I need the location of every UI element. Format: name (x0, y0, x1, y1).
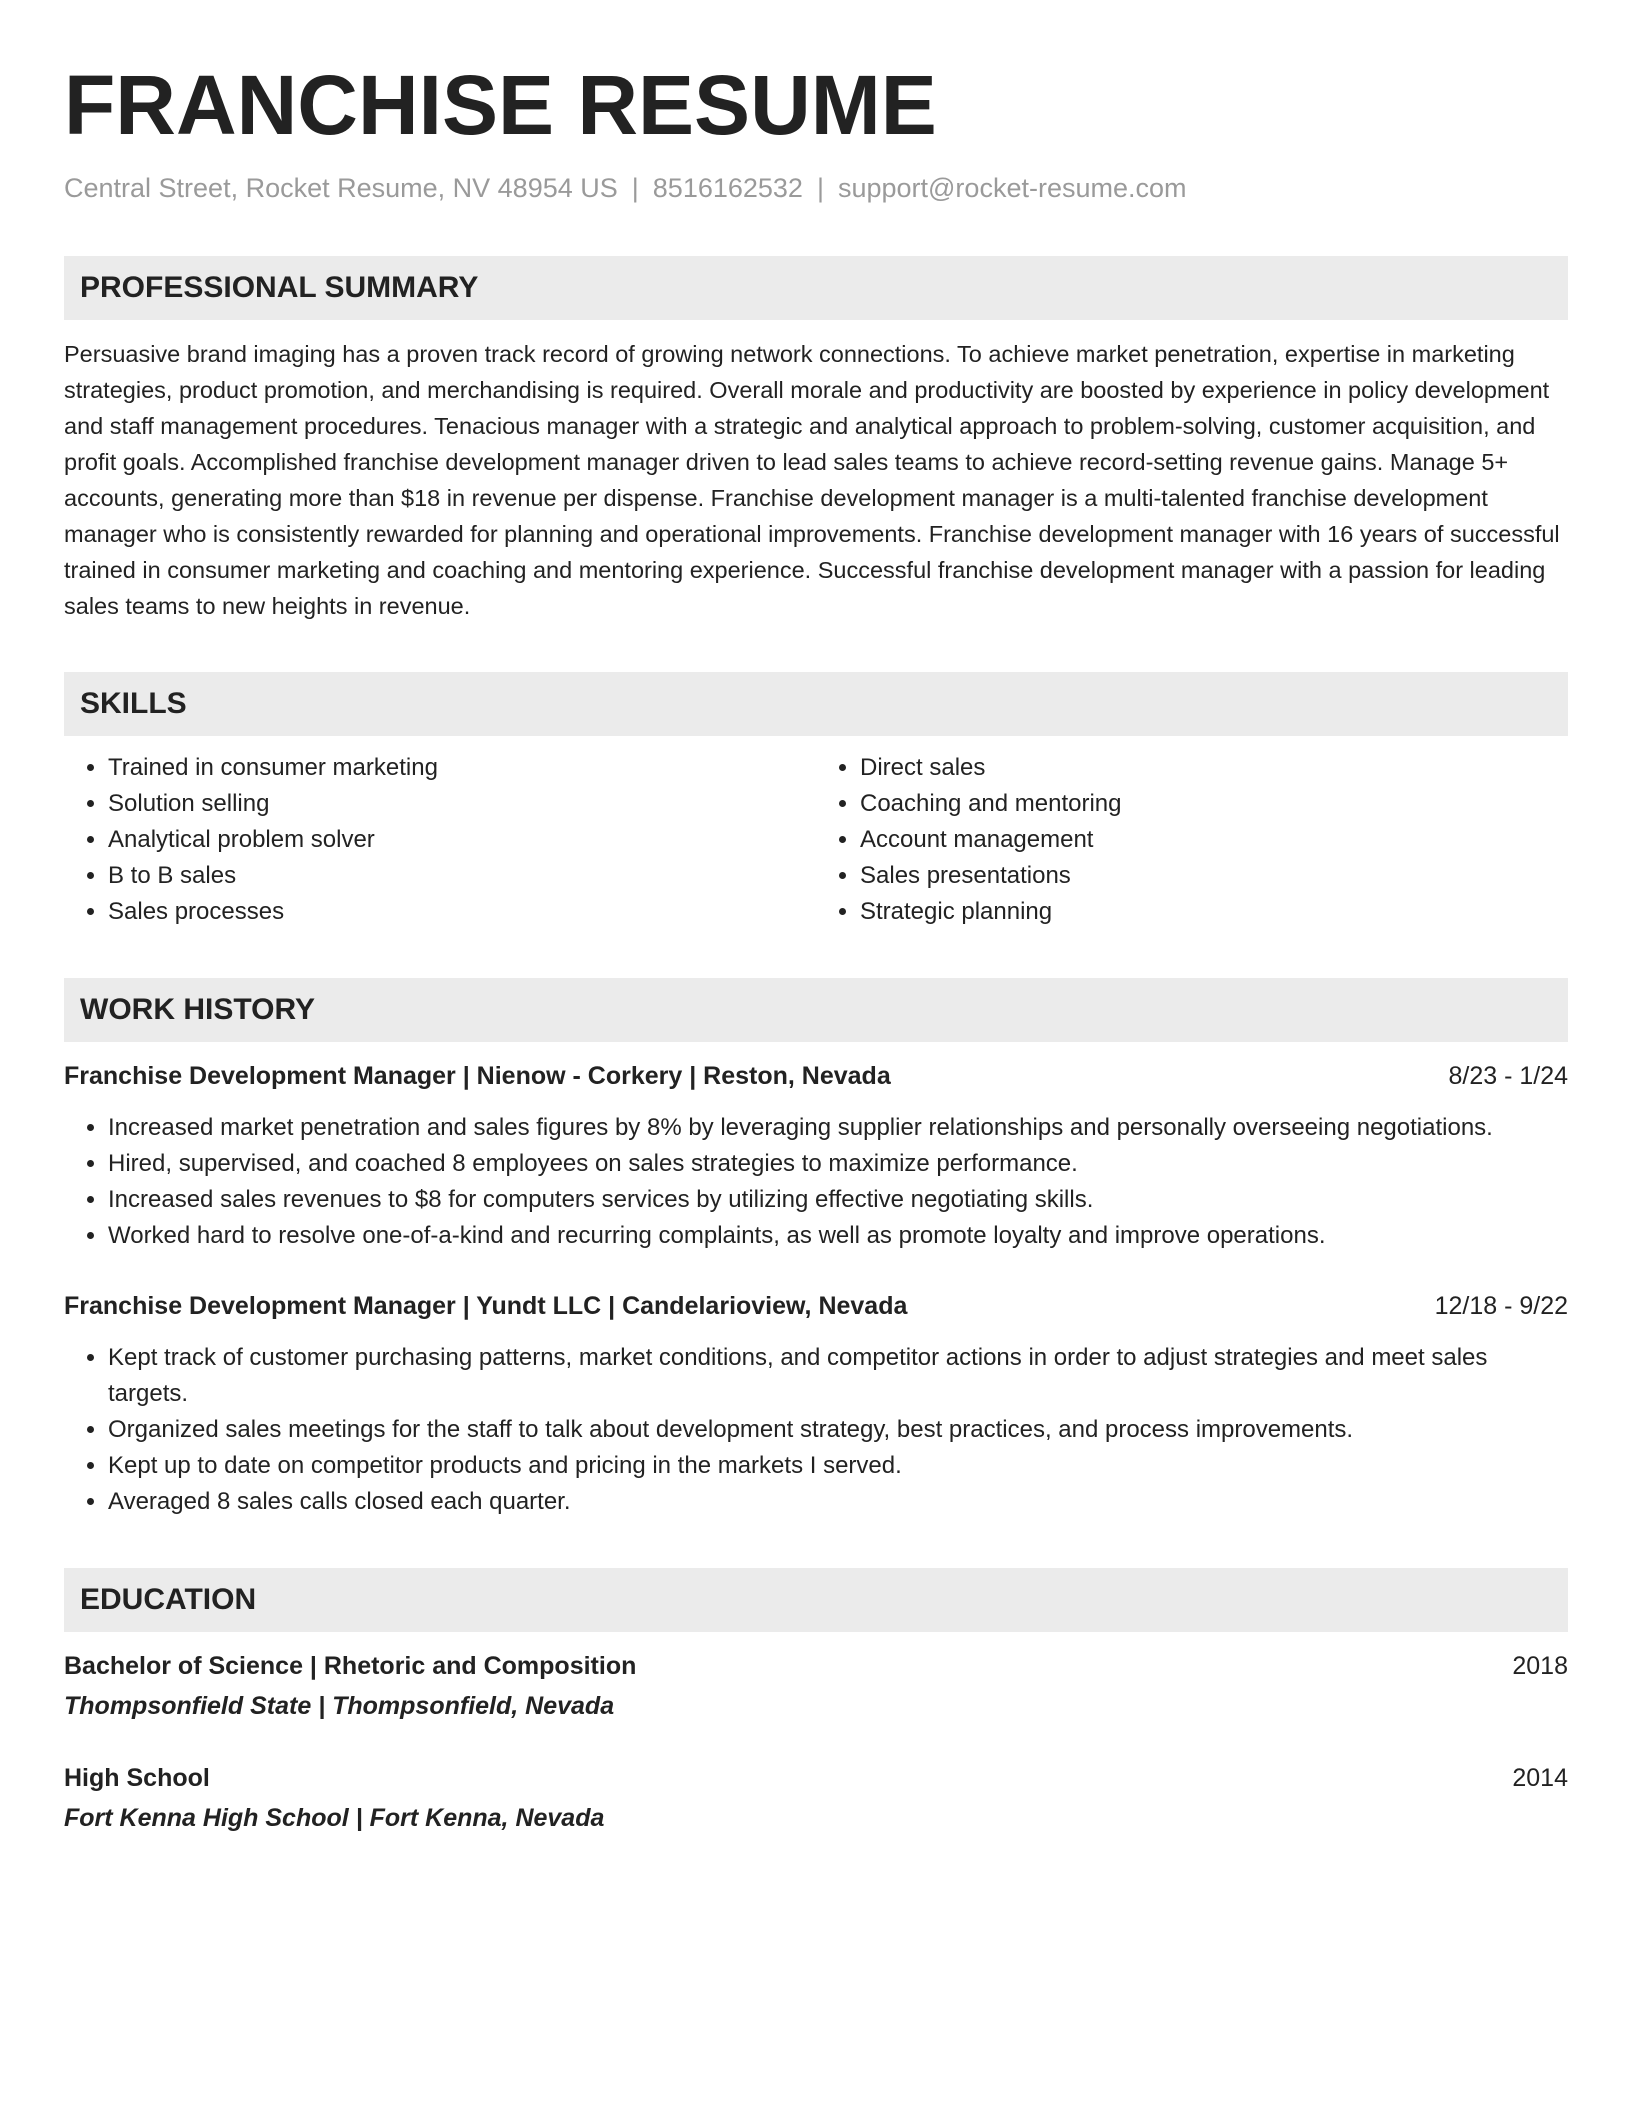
skill-item: • Sales presentations (860, 858, 1568, 894)
education-school: Thompsonfield State | Thompsonfield, Nevada (64, 1692, 615, 1720)
job-title: Franchise Development Manager | Yundt LLC | Candelarioview, Nevada (64, 1292, 908, 1320)
education-entry (64, 1648, 1568, 1724)
education-entry (64, 1760, 1568, 1836)
education-degree: High School (64, 1764, 210, 1792)
skill-item: • Coaching and mentoring (860, 786, 1568, 822)
job-bullet: • Kept track of customer purchasing patterns, market conditions, and competitor actions in order to adjust strategies and meet sales targets. (108, 1340, 1568, 1412)
skills-column-left (64, 750, 816, 930)
skill-item: • Direct sales (860, 750, 1568, 786)
skills-column-right (816, 750, 1568, 930)
job-dates: 8/23 - 1/24 (1448, 1062, 1568, 1090)
job-dates: 12/18 - 9/22 (1434, 1292, 1568, 1320)
job-entry (64, 1288, 1568, 1520)
job-bullet: • Organized sales meetings for the staff to talk about development strategy, best practices, and process improvements. (108, 1412, 1568, 1448)
education-header (64, 1760, 1568, 1796)
job-entry (64, 1058, 1568, 1254)
skills-list (64, 750, 1568, 930)
contact-line (64, 170, 1568, 206)
skill-item: • B to B sales (108, 858, 816, 894)
resume-name: FRANCHISE RESUME (64, 58, 937, 152)
summary-heading: PROFESSIONAL SUMMARY (64, 256, 1568, 320)
job-bullet: • Worked hard to resolve one-of-a-kind and recurring complaints, as well as promote loyalty and improve operations. (108, 1218, 1568, 1254)
education-year: 2014 (1512, 1764, 1568, 1792)
job-bullets (64, 1340, 1568, 1520)
contact-separator: | (816, 173, 824, 203)
job-bullet: • Averaged 8 sales calls closed each quarter. (108, 1484, 1568, 1520)
job-header (64, 1058, 1568, 1094)
education-school: Fort Kenna High School | Fort Kenna, Nevada (64, 1804, 605, 1832)
job-bullets (64, 1110, 1568, 1254)
skill-item: • Sales processes (108, 894, 816, 930)
skill-item: • Strategic planning (860, 894, 1568, 930)
summary-text: Persuasive brand imaging has a proven track record of growing network connections. To achieve market penetration, expertise in marketing strategies, product promotion, and merchandising is required. Overall morale and productivity are boosted by experience in policy development and staff management procedures. Tenacious manager with a strategic and analytical approach to problem-solving, customer acquisition, and profit goals. Accomplished franchise development manager driven to lead sales teams to achieve record-setting revenue gains. Manage 5+ accounts, generating more than $18 in revenue per dispense. Franchise development manager is a multi-talented franchise development manager who is consistently rewarded for planning and operational improvements. Franchise development manager with 16 years of successful trained in consumer marketing and coaching and mentoring experience. Successful franchise development manager with a passion for leading sales teams to new heights in revenue. (64, 341, 1560, 619)
job-bullet: • Increased sales revenues to $8 for computers services by utilizing effective negotiating skills. (108, 1182, 1568, 1218)
work-history-heading: WORK HISTORY (64, 978, 1568, 1042)
skill-item: • Solution selling (108, 786, 816, 822)
contact-address: Central Street, Rocket Resume, NV 48954 US (64, 173, 618, 203)
education-header (64, 1648, 1568, 1684)
job-bullet: • Kept up to date on competitor products and pricing in the markets I served. (108, 1448, 1568, 1484)
job-header (64, 1288, 1568, 1324)
skills-heading: SKILLS (64, 672, 1568, 736)
education-year: 2018 (1512, 1652, 1568, 1680)
contact-phone: 8516162532 (652, 173, 803, 203)
job-bullet: • Increased market penetration and sales figures by 8% by leveraging supplier relationships and personally overseeing negotiations. (108, 1110, 1568, 1146)
education-degree: Bachelor of Science | Rhetoric and Composition (64, 1652, 637, 1680)
contact-separator: | (631, 173, 639, 203)
skill-item: • Analytical problem solver (108, 822, 816, 858)
contact-email: support@rocket-resume.com (837, 173, 1187, 203)
job-title: Franchise Development Manager | Nienow - Corkery | Reston, Nevada (64, 1062, 891, 1090)
skill-item: • Account management (860, 822, 1568, 858)
education-heading: EDUCATION (64, 1568, 1568, 1632)
job-bullet: • Hired, supervised, and coached 8 employees on sales strategies to maximize performance. (108, 1146, 1568, 1182)
skill-item: • Trained in consumer marketing (108, 750, 816, 786)
